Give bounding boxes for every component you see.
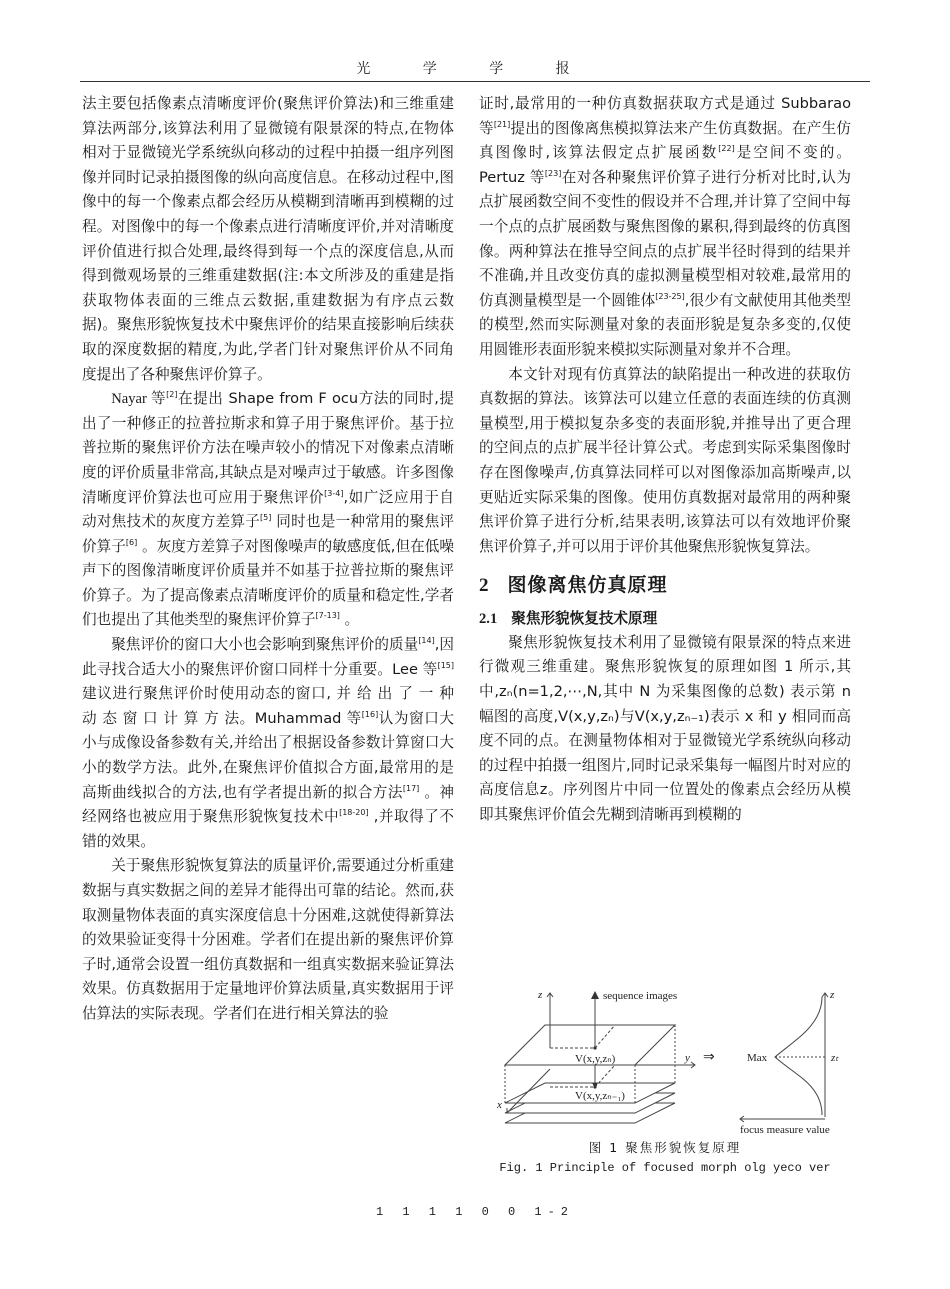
citation: [16]	[361, 709, 379, 719]
v-n-label: V(x,y,zₙ)	[575, 1053, 616, 1065]
subsection-number: 2.1	[479, 610, 498, 627]
citation: [15]	[437, 660, 454, 670]
text-run: 提出的图像离焦模拟算法来产生仿真数据。在产生仿真图像时,该算法假定点扩展函数	[479, 119, 851, 162]
section-number: 2	[479, 575, 490, 597]
right-column	[479, 92, 851, 828]
figure-caption-en: Fig. 1 Principle of focused morph olg yeco ver	[499, 1161, 831, 1175]
citation: [14]	[418, 636, 435, 646]
max-label: Max	[747, 1052, 768, 1064]
page-number: 1 1 1 1 0 0 1-2	[375, 1205, 575, 1219]
citation: [21]	[493, 119, 511, 129]
citation: [17]	[402, 783, 420, 793]
paragraph: 关于聚焦形貌恢复算法的质量评价,需要通过分析重建数据与真实数据之间的差异才能得出可靠的结论。然而,获取测量物体表面的真实深度信息十分困难,这就使得新算法的效果验证变得十分困难。学者们在提出新的聚焦评价算子时,通常会设置一组仿真数据和一组真实数据来验证算法效果。仿真数据用于定量地评价算法质量,真实数据用于评估算法的实际表现。学者们在进行相关算法的验	[82, 857, 454, 1022]
text-run: 。灰度方差算子对图像噪声的敏感度低,但在低噪声下的图像清晰度评价质量并不如基于拉普拉斯的聚焦评价算子。为了提高像素点清晰度评价的质量和稳定性,学者们也提出了其他类型的聚焦评价算子	[82, 537, 454, 629]
text-run: 证时,最常用的一种仿真数据获取方式是通过 Subbarao 等	[479, 95, 851, 137]
sequence-images-label: sequence images	[603, 990, 678, 1002]
y-axis-label: y	[685, 1052, 690, 1064]
citation: [23-25]	[655, 291, 685, 301]
text-run: ,并取得了不错的效果。	[82, 808, 454, 850]
v-n-minus-1-label: V(x,y,zₙ₋₁)	[575, 1090, 625, 1102]
text-run: Nayar 等	[111, 391, 167, 408]
citation: [22]	[718, 144, 735, 154]
citation: [6]	[125, 537, 138, 547]
implies-symbol: ⇒	[703, 1050, 715, 1065]
text-run: 在提出 Shape from F ocu方法的同时,提出了一种修正的拉普拉斯求和算子用于聚焦评价。基于拉普拉斯的聚焦评价方法在噪声较小的情况下对像素点清晰度的评价质量非常高,其缺点是对噪声过于敏感。许多图像清晰度评价算法也可应用于聚焦评价	[82, 390, 454, 506]
text-run: 认为窗口大小与成像设备参数有关,并给出了根据设备参数计算窗口大小的数学方法。此外,在聚焦评价值拟合方面,最常用的是高斯曲线拟合的方法,也有学者提出新的拟合方法	[82, 709, 454, 801]
point-v-n	[593, 1046, 596, 1049]
citation: [7-13]	[315, 611, 340, 621]
citation: [2]	[166, 390, 178, 400]
paragraph: 本文针对现有仿真算法的缺陷提出一种改进的获取仿真数据的算法。该算法可以建立任意的表面连续的仿真测量模型,用于模拟复杂多变的表面形貌,并推导出了更合理的空间点的点扩展半径计算公式。考虑到实际采集图像时存在图像噪声,仿真算法同样可以对图像添加高斯噪声,以更贴近实际采集的图像。使用仿真数据对最常用的两种聚焦评价算子进行分析,结果表明,该算法可以有效地评价聚焦评价算子,并可以用于评价其他聚焦形貌恢复算法。	[479, 365, 851, 555]
text-run: 。神经网络也被应用于聚焦形貌恢复技术中	[82, 783, 454, 826]
text-run: 聚焦评价的窗口大小也会影响到聚焦评价的质量	[111, 636, 419, 654]
text-run: 同时也是一种常用的聚焦评价算子	[82, 513, 454, 555]
text-run: ,很少有文献使用其他类型的模型,然而实际测量对象的表面形貌是复杂多变的,仅使用圆锥形表面形貌来模拟实际测量对象并不合理。	[479, 291, 851, 358]
section-title: 图像离焦仿真原理	[507, 574, 668, 597]
subsection-heading	[479, 607, 851, 631]
focus-curve	[775, 997, 822, 1115]
header-rule	[80, 81, 870, 82]
focus-measure-value-label: focus measure value	[740, 1124, 830, 1136]
text-run: ,因此寻找合适大小的聚焦评价窗口同样十分重要。Lee 等	[82, 636, 454, 678]
citation: [3-4]	[324, 488, 344, 498]
citation: [18-20]	[339, 808, 369, 818]
point-v-n-minus-1	[593, 1085, 596, 1088]
figure-caption-cn: 图 1 聚焦形貌恢复原理	[588, 1140, 742, 1155]
text-run: ,如广泛应用于自动对焦技术的灰度方差算子	[82, 488, 454, 531]
paragraph	[479, 92, 851, 363]
sequence-arrow-head-icon	[591, 991, 599, 999]
paragraph: 聚焦形貌恢复技术利用了显微镜有限景深的特点来进行微观三维重建。聚焦形貌恢复的原理如图 1 所示,其中,zₙ(n=1,2,⋯,N,其中 N 为采集图像的总数) 表示第 n 幅图的高度,V(x,y,zₙ)与V(x,y,zₙ₋₁)表示 x 和 y 相同而高度不同的点。在测量物体相对于显微镜光学系统纵向移动的过程中拍摄一组图片,同时记录采集每一幅图片时对应的高度信息z。序列图片中同一位置处的像素点会经历从模即其聚焦评价值会先糊到清晰再到模糊的	[479, 633, 851, 824]
z-t-label: zₜ	[831, 1052, 839, 1064]
focus-z-label: z	[830, 989, 835, 1001]
section-heading	[479, 573, 851, 599]
text-run: 是空间不变的。Pertuz 等	[479, 144, 851, 186]
citation: [5]	[260, 513, 272, 523]
journal-title: 光 学 学 报	[356, 61, 594, 77]
left-column	[82, 92, 454, 1027]
subsection-title: 聚焦形貌恢复技术原理	[511, 609, 658, 627]
x-axis-label: x	[497, 1099, 502, 1111]
paragraph: 法主要包括像素点清晰度评价(聚焦评价算法)和三维重建算法两部分,该算法利用了显微镜有限景深的特点,在物体相对于显微镜光学系统纵向移动的过程中拍摄一组序列图像并同时记录拍摄图像的纵向高度信息。在移动过程中,图像中的每一个像素点都会经历从模糊到清晰再到模糊的过程。对图像中的每一个像素点进行清晰度评价,并对清晰度评价值进行拟合处理,最终得到每一个点的深度信息,从而得到微观场景的三维重建数据(注:本文所涉及的重建是指获取物体表面的三维点云数据,重建数据为有序点云数据)。聚焦形貌恢复技术中聚焦评价的结果直接影响后续获取的深度数据的精度,为此,学者门针对聚焦评价从不同角度提出了各种聚焦评价算子。	[82, 95, 454, 383]
paragraph	[82, 633, 454, 854]
text-run: 。	[339, 611, 360, 629]
text-run: 在对各种聚焦评价算子进行分析对比时,认为点扩展函数空间不变性的假设并不合理,并计算了空间中每一个点的点扩展函数与聚焦图像的累积,得到最终的仿真图像。两种算法在推导空间点的点扩展半径时得到的结果并不准确,并且改变仿真的虚拟测量模型相对较难,最常用的仿真测量模型是一个圆锥体	[479, 168, 851, 309]
citation: [23]	[544, 168, 562, 178]
text-run: 建议进行聚焦评价时使用动态的窗口, 并 给 出 了 一 种 动 态 窗 口 计 算 方 法。Muhammad 等	[82, 685, 454, 727]
paragraph	[82, 387, 454, 633]
z-axis-label: z	[538, 989, 543, 1001]
